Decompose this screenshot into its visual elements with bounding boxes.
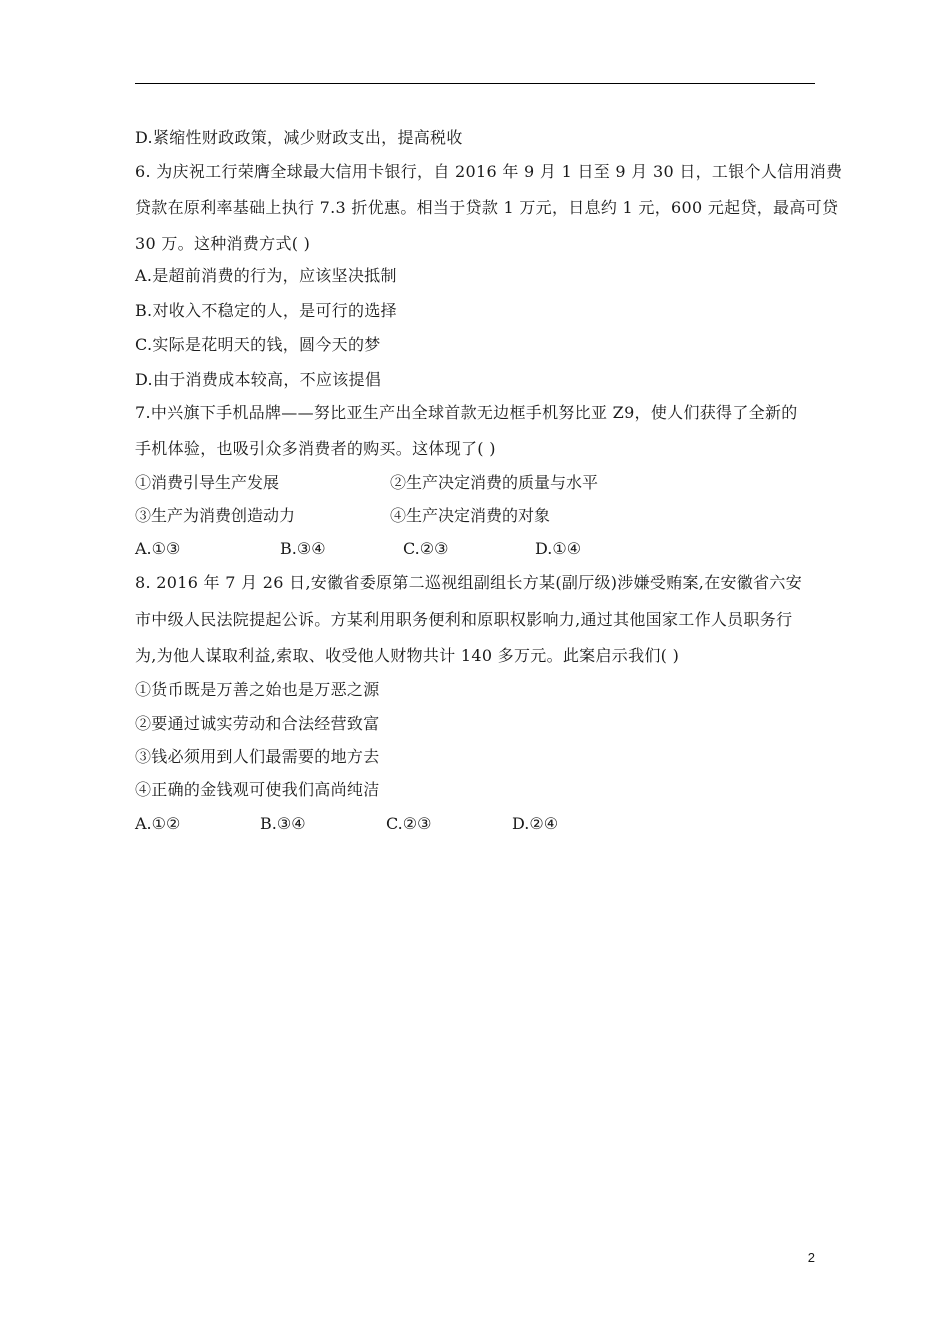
q7-statement-1: ①消费引导生产发展 [135,473,280,492]
q7-option-c: C.②③ [403,539,449,558]
q5-option-d: D.紧缩性财政政策，减少财政支出，提高税收 [135,128,463,147]
q6-option-c: C.实际是花明天的钱，圆今天的梦 [135,335,381,354]
q7-option-d: D.①④ [535,539,582,558]
q6-stem-line-2: 贷款在原利率基础上执行 7.3 折优惠。相当于贷款 1 万元，日息约 1 元，600 元起贷，最高可贷 [135,198,839,217]
q7-statement-2: ②生产决定消费的质量与水平 [390,473,599,492]
q8-statement-4: ④正确的金钱观可使我们高尚纯洁 [135,780,380,799]
q8-statement-3: ③钱必须用到人们最需要的地方去 [135,747,380,766]
q7-option-a: A.①③ [135,539,181,558]
q7-statement-3: ③生产为消费创造动力 [135,506,296,525]
q7-options-row [135,539,815,559]
q8-options-row [135,814,815,834]
q7-statements-row-1 [135,473,815,493]
q8-option-d: D.②④ [512,814,559,833]
q6-stem-line-3: 30 万。这种消费方式( ) [135,234,311,253]
q8-option-a: A.①② [135,814,181,833]
q8-option-b: B.③④ [260,814,306,833]
q6-option-b: B.对收入不稳定的人，是可行的选择 [135,301,397,320]
q8-stem-line-2: 市中级人民法院提起公诉。方某利用职务便利和原职权影响力,通过其他国家工作人员职务行 [135,610,793,629]
q8-statement-1: ①货币既是万善之始也是万恶之源 [135,680,380,699]
q7-option-b: B.③④ [280,539,326,558]
q8-statement-2: ②要通过诚实劳动和合法经营致富 [135,714,380,733]
q8-option-c: C.②③ [386,814,432,833]
header-rule [135,83,815,84]
q7-stem-line-1: 7.中兴旗下手机品牌——努比亚生产出全球首款无边框手机努比亚 Z9，使人们获得了全新的 [135,403,798,422]
q8-stem-line-3: 为,为他人谋取利益,索取、收受他人财物共计 140 多万元。此案启示我们( ) [135,646,680,665]
q7-statement-4: ④生产决定消费的对象 [390,506,551,525]
page-number: 2 [807,1250,815,1265]
q8-stem-line-1: 8. 2016 年 7 月 26 日,安徽省委原第二巡视组副组长方某(副厅级)涉嫌受贿案,在安徽省六安 [135,573,802,592]
q6-option-d: D.由于消费成本较高，不应该提倡 [135,370,382,389]
q7-stem-line-2: 手机体验，也吸引众多消费者的购买。这体现了( ) [135,439,496,458]
q7-statements-row-2 [135,506,815,526]
q6-option-a: A.是超前消费的行为，应该坚决抵制 [135,266,397,285]
q6-stem-line-1: 6. 为庆祝工行荣膺全球最大信用卡银行，自 2016 年 9 月 1 日至 9 月 30 日，工银个人信用消费 [135,162,843,181]
